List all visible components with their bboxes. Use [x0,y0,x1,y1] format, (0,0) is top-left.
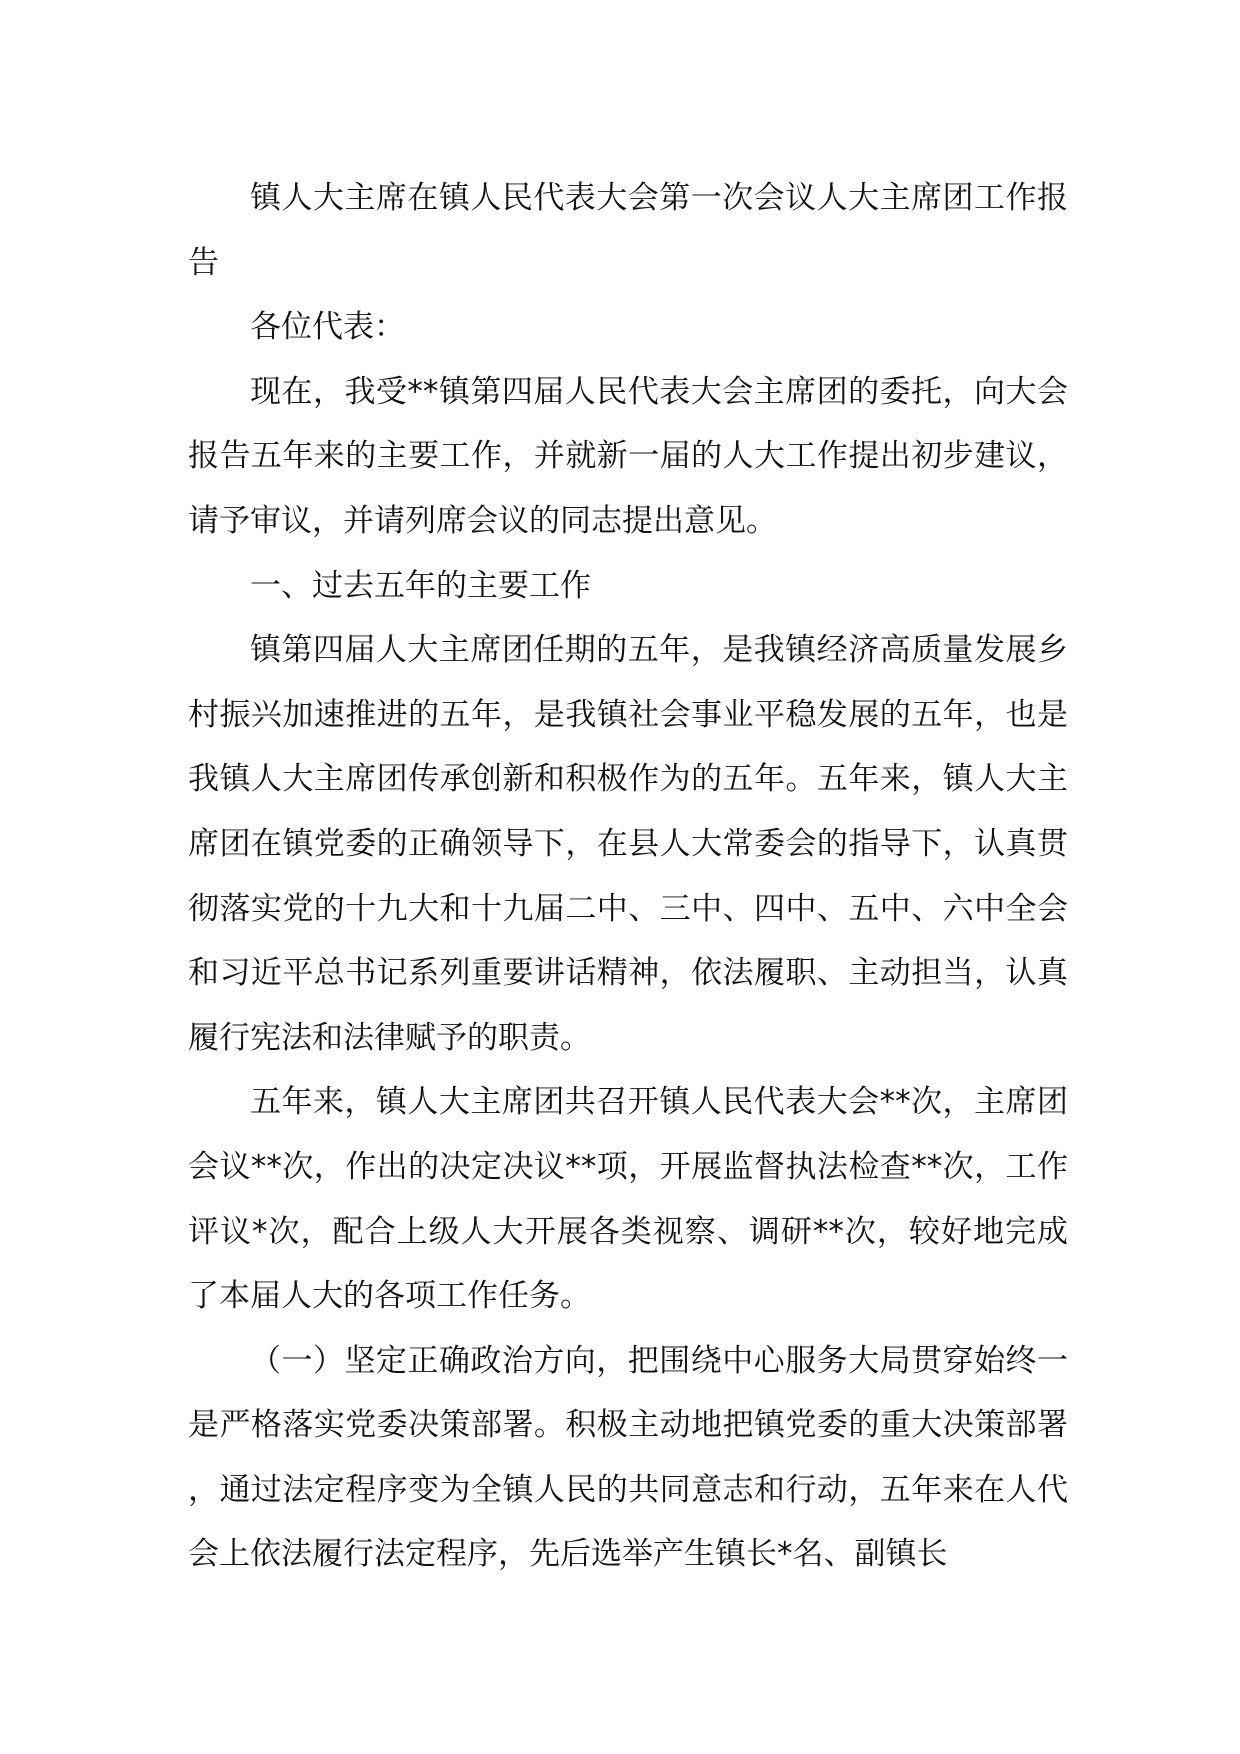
paragraph-intro: 现在，我受**镇第四届人民代表大会主席团的委托，向大会报告五年来的主要工作，并就新一届的人大工作提出初步建议，请予审议，并请列席会议的同志提出意见。 [188,373,1068,539]
paragraph-subsection: （一）坚定正确政治方向，把围绕中心服务大局贯穿始终一是严格落实党委决策部署。积极主动地把镇党委的重大决策部署，通过法定程序变为全镇人民的共同意志和行动，五年来在人代会上依法履行法定程序，先后选举产生镇长*名、副镇长 [188,1342,1068,1573]
paragraph-statistics: 五年来，镇人大主席团共召开镇人民代表大会**次，主席团会议**次，作出的决定决议**项，开展监督执法检查**次，工作评议*次，配合上级人大开展各类视察、调研**次，较好地完成了本届人大的各项工作任务。 [188,1084,1068,1315]
document-body [188,166,1068,1587]
document-title: 镇人大主席在镇人民代表大会第一次会议人大主席团工作报告 [188,180,1068,281]
salutation: 各位代表： [250,309,405,346]
paragraph-overview: 镇第四届人大主席团任期的五年，是我镇经济高质量发展乡村振兴加速推进的五年，是我镇社会事业平稳发展的五年，也是我镇人大主席团传承创新和积极作为的五年。五年来，镇人大主席团在镇党委的正确领导下，在县人大常委会的指导下，认真贯彻落实党的十九大和十九届二中、三中、四中、五中、六中全会和习近平总书记系列重要讲话精神，依法履职、主动担当，认真履行宪法和法律赋予的职责。 [188,632,1068,1056]
section-heading: 一、过去五年的主要工作 [250,567,591,604]
